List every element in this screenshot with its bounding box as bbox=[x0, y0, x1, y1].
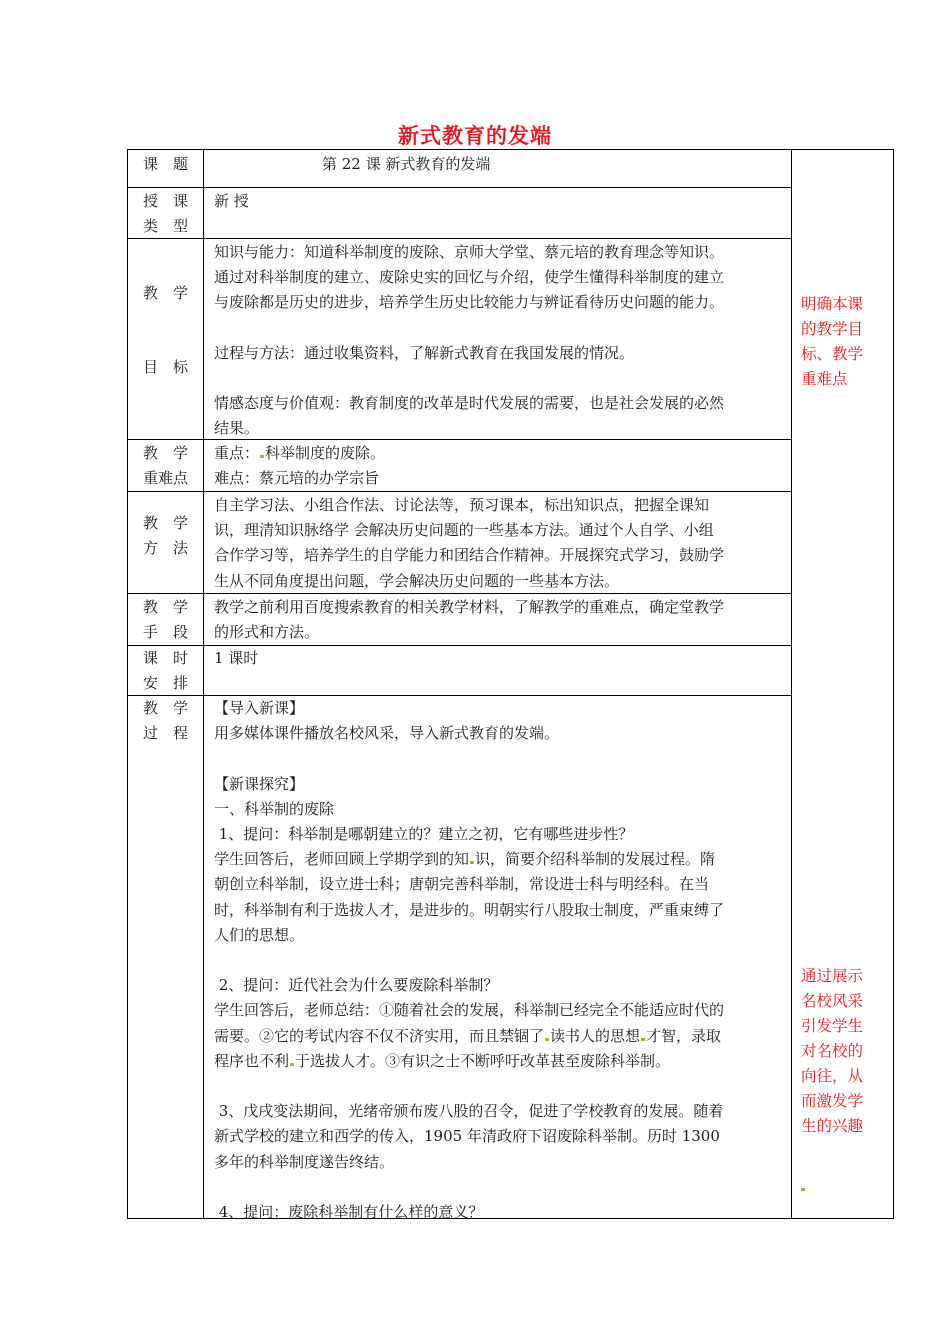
type-content: 新 授 bbox=[214, 192, 249, 210]
label-means: 教 学 手 段 bbox=[142, 598, 188, 641]
explore-heading: 【新课探究】 bbox=[214, 774, 305, 793]
lesson-plan-table bbox=[127, 149, 894, 1219]
side-note-interest: 通过展示 名校风采 引发学生 对名校的 向往，从 而激发学 生的兴趣 bbox=[801, 967, 864, 1135]
document-title: 新式教育的发端 bbox=[398, 124, 552, 148]
label-type: 授 课 类 型 bbox=[142, 192, 188, 235]
label-schedule: 课 时 安 排 bbox=[142, 649, 188, 692]
method-content: 自主学习法、小组合作法、讨论法等，预习课本，标出知识点，把握全课知 识，理清知识脉络学 会解决历史问题的一些基本方法。通过个人自学、小组 合作学习等，培养学生的自学能力和团结合作精神。开展探究式学习，鼓励学 生从不同角度提出问题，学会解决历史问题的一些基本方法。 bbox=[214, 496, 725, 590]
topic-content: 第 22 课 新式教育的发端 bbox=[322, 155, 491, 173]
label-key-points: 教 学 重难点 bbox=[142, 444, 188, 487]
label-objectives-2: 目 标 bbox=[142, 358, 188, 376]
focus-line: 重点： 科举制度的废除。 bbox=[214, 444, 386, 462]
section-heading: 一、科举制的废除 bbox=[214, 799, 335, 818]
label-process: 教 学 过 程 bbox=[142, 699, 188, 742]
difficulty-line: 难点：蔡元培的办学宗旨 bbox=[214, 469, 380, 488]
label-objectives: 教 学 bbox=[142, 284, 188, 302]
side-note-objectives: 明确本课 的教学目 标、教学 重难点 bbox=[801, 295, 864, 388]
column-divider bbox=[203, 150, 204, 1218]
means-content: 教学之前利用百度搜索教育的相关教学材料，了解教学的重难点，确定堂教学 的形式和方法。 bbox=[214, 598, 725, 642]
column-divider bbox=[791, 150, 792, 1218]
row-divider bbox=[128, 238, 791, 239]
intro-heading: 【导入新课】 bbox=[214, 699, 305, 717]
process-content: 【导入新课】 用多媒体课件播放名校风采，导入新式教育的发端。 【新课探究】 一、科举制的废除 1、提问：科举制是哪朝建立的？建立之初，它有哪些进步性？ 学生回答后，老师回顾上学期学到的知 识，简要介绍科举制的发展过程。隋 朝创立科举制，设立进士科；唐朝完善科举制，常设进士科与明经科。在当 时，科举制有利于选拔人才，是进步的。明朝实行八股取士制度，严重束缚了 人们的思想。 2、提问：近代社会为什么要废除科举制？ 学生回答后，老师总结：①随着社会的发展，科举制已经完全不能适应时代的 需要。②它的考试内容不仅不济实用，而且禁锢了 读书人的思想 才智，录取 程序也不利 于选拔人才。③有识之士不断呼吁改革甚至废除科举制。 3、戊戌变法期间，光绪帝颁布废八股的召令，促进了学校教育的发展。随着 新式学校的建立和西学的传入，1905 年清政府下诏废除科举制。历时 1300 多年的科举制度遂告终结。 4、提问：废除科举制有什么样的意义？ bbox=[214, 696, 786, 1225]
objectives-content: 知识与能力：知道科举制度的废除、京师大学堂、蔡元培的教育理念等知识。 通过对科举制度的建立、废除史实的回忆与介绍，使学生懂得科举制度的建立 与废除都是历史的进步，培养学生历史比较能力与辨证看待历史问题的能力。 过程与方法：通过收集资料，了解新式教育在我国发展的情况。 情感态度与价值观：教育制度的改革是时代发展的需要，也是社会发展的必然 结果。 bbox=[214, 243, 725, 438]
label-method: 教 学 方 法 bbox=[142, 514, 188, 557]
edit-mark bbox=[801, 1188, 805, 1191]
schedule-content: 1 课时 bbox=[214, 649, 259, 667]
label-topic: 课 题 bbox=[142, 155, 188, 173]
key-points-content bbox=[214, 441, 786, 491]
row-divider bbox=[128, 187, 791, 188]
